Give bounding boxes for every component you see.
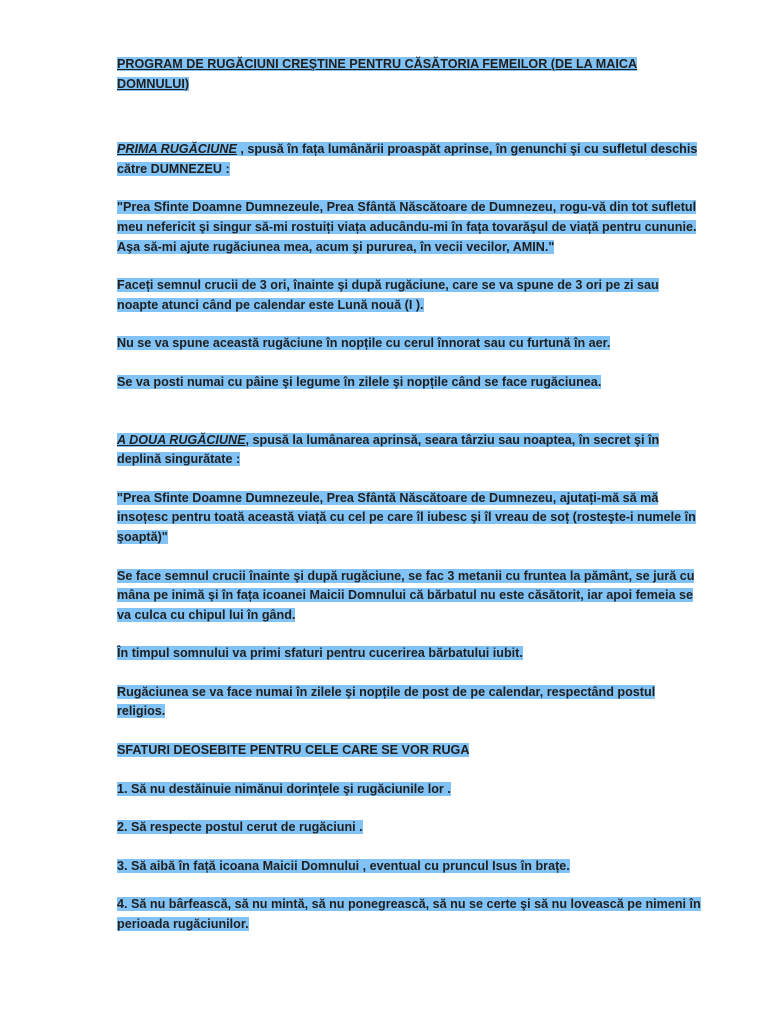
prayer1-note-1 — [117, 276, 702, 315]
prayer2-note-3 — [117, 683, 702, 722]
document-title — [117, 55, 702, 94]
advice-item — [117, 895, 702, 934]
advice-item-4-text: 4. Să nu bârfească, să nu mintă, să nu ponegrească, să nu se certe şi să nu lovească pe nimeni în perioada rugăciunilor. — [117, 897, 701, 932]
advice-item — [117, 818, 702, 838]
prayer2-note-2-text: În timpul somnului va primi sfaturi pentru cucerirea bărbatului iubit. — [117, 646, 523, 661]
prayer1-intro-text: , spusă în fața lumânării proaspăt aprinse, în genunchi şi cu sufletul deschis către DUMNEZEU : — [117, 142, 698, 176]
prayer1-intro — [117, 140, 702, 179]
advice-heading — [117, 741, 702, 761]
prayer2-text-span: "Prea Sfinte Doamne Dumnezeule, Prea Sfântă Născătoare de Dumnezeu, ajutați-mă să mă insoțesc pentru toată această viață cu cel pe care îl iubesc şi îl vreau de soț (rosteşte-i numele în şoaptă)" — [117, 490, 696, 544]
prayer2-heading: A DOUA RUGĂCIUNE — [117, 432, 246, 447]
prayer1-text-span: "Prea Sfinte Doamne Dumnezeule, Prea Sfântă Născătoare de Dumnezeu, rogu-vă din tot sufletul meu nefericit şi singur să-mi rostuiți viața aducându-mi în fața tovarăşul de viață pentru cununie. Aşa să-mi ajute rugăciunea mea, acum şi pururea, în vecii vecilor, AMIN." — [117, 200, 697, 254]
prayer1-note-1-text: Faceți semnul crucii de 3 ori, înainte şi după rugăciune, care se va spune de 3 ori pe zi sau noapte atunci când pe calendar este Lună nouă (I ). — [117, 278, 659, 312]
prayer1-text — [117, 198, 702, 257]
prayer1-note-3 — [117, 373, 702, 393]
prayer2-intro — [117, 431, 702, 470]
prayer2-intro-text: , spusă la lumânarea aprinsă, seara târziu sau noaptea, în secret şi în deplină singurătate : — [117, 432, 660, 467]
prayer2-note-2 — [117, 644, 702, 664]
prayer1-heading: PRIMA RUGĂCIUNE — [117, 142, 237, 157]
advice-item — [117, 857, 702, 877]
prayer2-note-1 — [117, 567, 702, 626]
advice-item — [117, 780, 702, 800]
advice-heading-text: SFATURI DEOSEBITE PENTRU CELE CARE SE VOR RUGA — [117, 743, 470, 758]
prayer1-note-2 — [117, 334, 702, 354]
prayer2-note-3-text: Rugăciunea se va face numai în zilele şi nopțile de post de pe calendar, respectând postul religios. — [117, 684, 656, 719]
document-title-text: PROGRAM DE RUGĂCIUNI CREŞTINE PENTRU CĂSĂTORIA FEMEILOR (DE LA MAICA DOMNULUI) — [117, 57, 638, 91]
prayer1-note-2-text: Nu se va spune această rugăciune în nopțile cu cerul înnorat sau cu furtună în aer. — [117, 336, 611, 351]
advice-item-1-text: 1. Să nu destăinuie nimănui dorințele şi rugăciunile lor . — [117, 781, 451, 796]
prayer1-note-3-text: Se va posti numai cu pâine şi legume în zilele şi nopțile când se face rugăciunea. — [117, 374, 602, 389]
advice-item-2-text: 2. Să respecte postul cerut de rugăciuni . — [117, 820, 363, 835]
prayer2-text — [117, 489, 702, 548]
prayer2-note-1-text: Se face semnul crucii înainte şi după rugăciune, se fac 3 metanii cu fruntea la pământ, se jură cu mâna pe inimă şi în fața icoanei Maicii Domnului că bărbatul nu este căsătorit, iar apoi femeia se va culca cu chipul lui în gând. — [117, 568, 695, 622]
advice-item-3-text: 3. Să aibă în față icoana Maicii Domnului , eventual cu pruncul Isus în brațe. — [117, 858, 570, 873]
